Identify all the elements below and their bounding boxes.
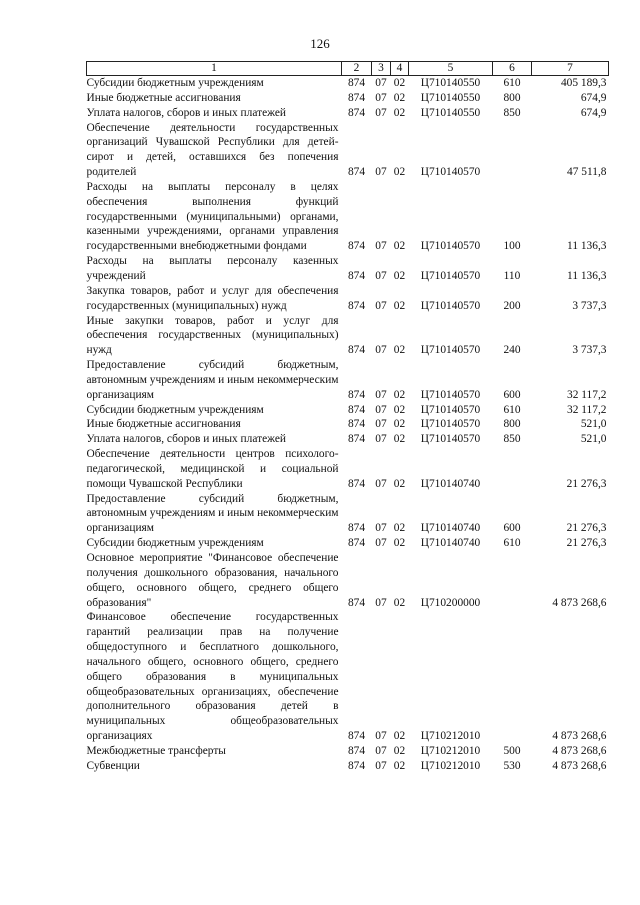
row-target-article: Ц710140550 <box>420 91 481 104</box>
row-section: 07 <box>375 759 387 772</box>
row-target-article: Ц710140550 <box>420 77 481 89</box>
row-target-article: Ц710140570 <box>420 240 481 253</box>
row-ministry-code: 874 <box>347 537 366 550</box>
row-amount: 521,0 <box>580 418 607 431</box>
row-amount: 21 276,3 <box>566 537 607 550</box>
row-description: Субсидии бюджетным учреждениям <box>86 537 264 550</box>
row-description: Межбюджетные трансферты <box>86 744 226 757</box>
row-description: Обеспечение деятельности государственных организаций Чувашской Республики для детей-сирот и детей, оставшихся без попечения родителей <box>86 121 339 179</box>
row-expense-type: 110 <box>503 269 521 282</box>
row-ministry-code: 874 <box>347 522 366 535</box>
table-row <box>87 121 609 180</box>
row-description: Основное мероприятие "Финансовое обеспечение получения дошкольного образования, начального общего, основного общего, среднего общего образования" <box>86 552 339 609</box>
row-target-article: Ц710140570 <box>420 388 481 401</box>
row-amount: 47 511,8 <box>567 166 607 179</box>
row-section: 07 <box>375 744 387 757</box>
row-amount: 3 737,3 <box>572 344 607 357</box>
row-subsection: 02 <box>393 596 406 609</box>
row-ministry-code: 874 <box>347 759 366 772</box>
row-section: 07 <box>375 240 387 253</box>
row-description: Предоставление субсидий бюджетным, автономным учреждениям и иным некоммерческим организациям <box>86 492 339 535</box>
row-ministry-code: 874 <box>347 299 366 312</box>
row-subsection: 02 <box>393 744 406 757</box>
row-amount: 32 117,2 <box>567 388 607 401</box>
row-subsection: 02 <box>393 240 406 253</box>
row-expense-type: 240 <box>503 344 521 357</box>
row-section: 07 <box>375 537 387 550</box>
row-section: 07 <box>375 477 387 490</box>
row-section: 07 <box>375 269 387 282</box>
row-expense-type: 100 <box>503 240 521 253</box>
table-row <box>87 180 609 254</box>
row-subsection: 02 <box>393 477 406 490</box>
row-target-article: Ц710140570 <box>420 166 481 179</box>
row-amount: 521,0 <box>580 433 607 446</box>
table-row <box>87 106 609 121</box>
row-expense-type: 610 <box>503 403 521 416</box>
table-row <box>87 432 609 447</box>
row-section: 07 <box>375 388 387 401</box>
row-expense-type <box>493 447 532 492</box>
table-row <box>87 551 609 610</box>
row-subsection: 02 <box>393 403 406 416</box>
row-section: 07 <box>375 299 387 312</box>
table-row <box>87 492 609 537</box>
row-ministry-code: 874 <box>347 477 366 490</box>
row-section: 07 <box>375 344 387 357</box>
row-description: Иные закупки товаров, работ и услуг для обеспечения государственных (муниципальных) нужд <box>86 314 339 357</box>
row-target-article: Ц710140570 <box>420 299 481 312</box>
header-col-3: 3 <box>372 62 391 76</box>
row-target-article: Ц710140740 <box>420 522 481 535</box>
row-section: 07 <box>375 91 387 104</box>
row-expense-type: 610 <box>503 537 521 550</box>
row-subsection: 02 <box>393 91 406 104</box>
row-ministry-code: 874 <box>347 344 366 357</box>
row-description: Предоставление субсидий бюджетным, автономным учреждениям и иным некоммерческим организациям <box>86 359 339 401</box>
row-section: 07 <box>375 730 387 743</box>
row-target-article: Ц710140550 <box>420 106 481 119</box>
row-amount: 11 136,3 <box>567 240 607 253</box>
row-description: Расходы на выплаты персоналу казенных учреждений <box>86 255 339 282</box>
row-amount: 674,9 <box>580 91 607 104</box>
header-col-6: 6 <box>493 62 532 76</box>
table-row <box>87 284 609 314</box>
table-row <box>87 759 609 774</box>
header-col-2: 2 <box>342 62 372 76</box>
row-expense-type: 600 <box>503 522 521 535</box>
row-subsection: 02 <box>393 418 406 431</box>
row-subsection: 02 <box>393 299 406 312</box>
row-amount: 32 117,2 <box>567 403 607 416</box>
row-target-article: Ц710212010 <box>420 730 481 743</box>
table-row <box>87 417 609 432</box>
row-expense-type: 500 <box>503 744 521 757</box>
row-amount: 3 737,3 <box>572 299 607 312</box>
row-section: 07 <box>375 403 387 416</box>
table-row <box>87 76 609 91</box>
header-col-5: 5 <box>409 62 493 76</box>
row-description: Финансовое обеспечение государственных гарантий реализации прав на получение общедоступного и бесплатного дошкольного, начального общего, основного общего, среднего общего образования в муниципальных общеобразовательных организациях, обеспечение дополнительного образования детей в муниципальных общеобразовательных организациях <box>86 611 339 743</box>
table-header-row <box>87 62 609 76</box>
row-amount: 11 136,3 <box>567 269 607 282</box>
table-row <box>87 447 609 492</box>
table-row <box>87 744 609 759</box>
row-target-article: Ц710140570 <box>420 418 481 431</box>
row-amount: 4 873 268,6 <box>552 759 607 772</box>
row-section: 07 <box>375 166 387 179</box>
row-ministry-code: 874 <box>347 388 366 401</box>
header-col-1: 1 <box>87 62 342 76</box>
header-col-7: 7 <box>532 62 609 76</box>
row-expense-type: 800 <box>503 91 521 104</box>
row-ministry-code: 874 <box>347 269 366 282</box>
row-amount: 405 189,3 <box>560 77 607 89</box>
row-description: Субсидии бюджетным учреждениям <box>86 403 264 416</box>
row-description: Обеспечение деятельности центров психолого-педагогической, медицинской и социальной помощи Чувашской Республики <box>86 448 339 490</box>
row-description: Субсидии бюджетным учреждениям <box>86 77 264 89</box>
header-col-4: 4 <box>391 62 409 76</box>
row-description: Расходы на выплаты персоналу в целях обеспечения выполнения функций государственными (муниципальными) органами, казенными учреждениями, органами управления государственными внебюджетными фондами <box>86 180 339 253</box>
row-subsection: 02 <box>393 106 406 119</box>
row-target-article: Ц710140570 <box>420 433 481 446</box>
row-target-article: Ц710140570 <box>420 344 481 357</box>
row-description: Иные бюджетные ассигнования <box>86 418 241 431</box>
row-expense-type <box>493 610 532 744</box>
row-subsection: 02 <box>393 166 406 179</box>
table-row <box>87 314 609 359</box>
row-subsection: 02 <box>393 433 406 446</box>
row-expense-type: 600 <box>503 388 521 401</box>
row-expense-type: 800 <box>503 418 521 431</box>
row-expense-type: 200 <box>503 299 521 312</box>
table-row <box>87 91 609 106</box>
table-row <box>87 403 609 418</box>
row-ministry-code: 874 <box>347 596 366 609</box>
row-target-article: Ц710140740 <box>420 537 481 550</box>
row-ministry-code: 874 <box>347 166 366 179</box>
row-subsection: 02 <box>393 77 406 89</box>
row-section: 07 <box>375 77 387 89</box>
table-row <box>87 254 609 284</box>
row-subsection: 02 <box>393 537 406 550</box>
row-ministry-code: 874 <box>347 744 366 757</box>
row-section: 07 <box>375 433 387 446</box>
row-subsection: 02 <box>393 388 406 401</box>
row-ministry-code: 874 <box>347 106 366 119</box>
row-amount: 4 873 268,6 <box>552 596 607 609</box>
row-subsection: 02 <box>393 269 406 282</box>
row-section: 07 <box>375 596 387 609</box>
row-section: 07 <box>375 418 387 431</box>
row-ministry-code: 874 <box>347 433 366 446</box>
row-target-article: Ц710212010 <box>420 759 481 772</box>
row-subsection: 02 <box>393 730 406 743</box>
row-amount: 4 873 268,6 <box>552 730 607 743</box>
row-ministry-code: 874 <box>347 77 366 89</box>
row-ministry-code: 874 <box>347 240 366 253</box>
row-expense-type: 850 <box>503 433 521 446</box>
row-subsection: 02 <box>393 759 406 772</box>
row-target-article: Ц710200000 <box>420 596 481 609</box>
row-target-article: Ц710140740 <box>420 477 481 490</box>
row-target-article: Ц710212010 <box>420 744 481 757</box>
row-description: Уплата налогов, сборов и иных платежей <box>86 106 286 119</box>
row-amount: 21 276,3 <box>566 522 607 535</box>
row-amount: 674,9 <box>580 106 607 119</box>
row-subsection: 02 <box>393 344 406 357</box>
row-ministry-code: 874 <box>347 730 366 743</box>
row-section: 07 <box>375 106 387 119</box>
row-amount: 4 873 268,6 <box>552 744 607 757</box>
row-expense-type: 850 <box>503 106 521 119</box>
row-description: Субвенции <box>86 759 140 772</box>
page-number: 126 <box>310 36 330 51</box>
row-expense-type <box>493 121 532 180</box>
table-row <box>87 610 609 744</box>
budget-table <box>86 61 609 774</box>
table-row <box>87 536 609 551</box>
row-amount: 21 276,3 <box>566 477 607 490</box>
row-description: Закупка товаров, работ и услуг для обеспечения государственных (муниципальных) нужд <box>86 284 339 312</box>
row-section: 07 <box>375 522 387 535</box>
row-subsection: 02 <box>393 522 406 535</box>
row-ministry-code: 874 <box>347 418 366 431</box>
row-description: Уплата налогов, сборов и иных платежей <box>86 433 286 446</box>
row-target-article: Ц710140570 <box>420 269 481 282</box>
row-expense-type: 530 <box>503 759 521 772</box>
row-ministry-code: 874 <box>347 403 366 416</box>
row-ministry-code: 874 <box>347 91 366 104</box>
row-expense-type: 610 <box>503 77 521 89</box>
row-description: Иные бюджетные ассигнования <box>86 91 241 104</box>
row-expense-type <box>493 551 532 610</box>
table-row <box>87 358 609 403</box>
row-target-article: Ц710140570 <box>420 403 481 416</box>
